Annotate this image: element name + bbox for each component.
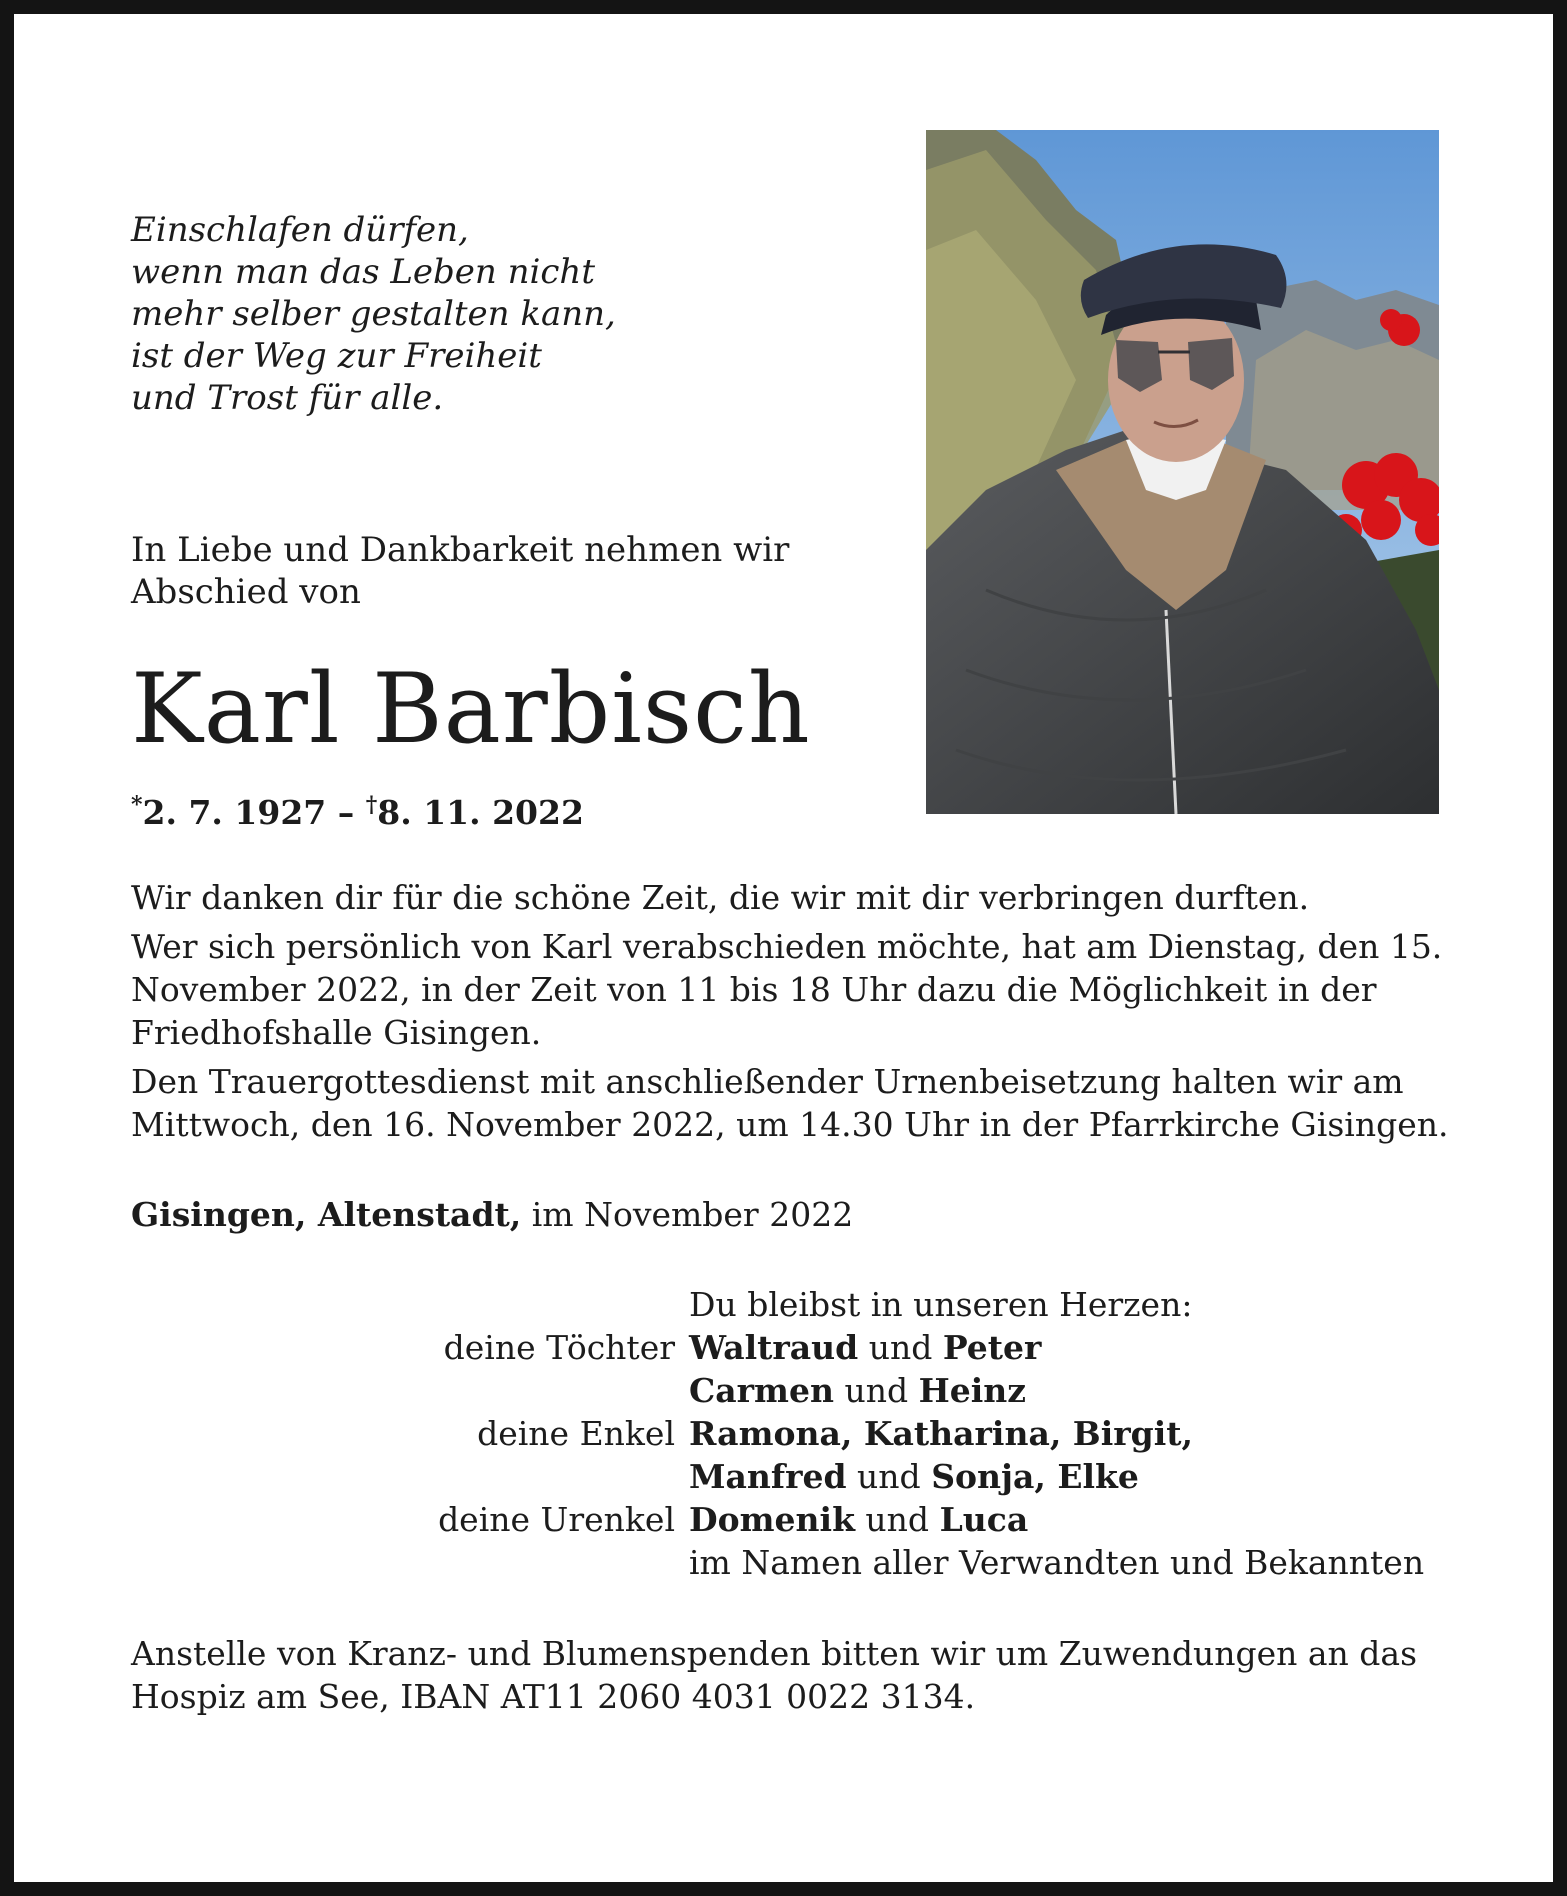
relation-label: deine Töchter — [443, 1328, 675, 1367]
relation-label: deine Enkel — [477, 1414, 675, 1453]
birth-date: 2. 7. 1927 — [142, 793, 327, 832]
donation-note — [131, 1632, 1451, 1718]
poem-line: ist der Weg zur Freiheit — [131, 336, 542, 376]
viewing-paragraph: Wer sich persönlich von Karl verabschieden möchte, hat am Dienstag, den 15. November 2022, in der Zeit von 11 bis 18 Uhr dazu die Möglichkeit in der Friedhofshalle Gisingen. — [131, 927, 1443, 1052]
portrait-photo — [926, 130, 1439, 814]
portrait-illustration — [926, 130, 1439, 814]
intro-text — [131, 529, 891, 613]
deceased-name: Karl Barbisch — [131, 653, 811, 765]
family-closing: im Namen aller Verwandten und Bekannten — [689, 1543, 1425, 1582]
service-paragraph: Den Trauergottesdienst mit anschließender Urnenbeisetzung halten wir am Mittwoch, den 16. November 2022, um 14.30 Uhr in der Pfarrkirche Gisingen. — [131, 1062, 1449, 1144]
family-row: Carmen und Heinz — [689, 1371, 1027, 1410]
family-row: deine Urenkel Domenik und Luca — [131, 1498, 1451, 1541]
place-date — [131, 1193, 853, 1236]
birth-symbol: * — [131, 792, 143, 818]
donation-line: Anstelle von Kranz- und Blumenspenden bitten wir um Zuwendungen an das — [131, 1634, 1418, 1673]
date-separator: – — [326, 793, 366, 832]
intro-line: Abschied von — [131, 572, 361, 612]
family-member: Waltraud — [689, 1328, 859, 1367]
poem-line: Einschlafen dürfen, — [131, 210, 469, 250]
family-row — [131, 1541, 1451, 1584]
family-member: Manfred — [689, 1457, 847, 1496]
poem-line: mehr selber gestalten kann, — [131, 294, 616, 334]
death-symbol: † — [365, 792, 378, 818]
place-names: Gisingen, Altenstadt, — [131, 1195, 522, 1234]
life-dates — [131, 792, 584, 832]
family-row: deine Töchter Waltraud und Peter — [131, 1326, 1451, 1369]
message-body — [131, 876, 1451, 1152]
family-heading-row — [131, 1283, 1451, 1326]
family-row: Manfred und Sonja, Elke — [689, 1457, 1139, 1496]
family-list — [131, 1283, 1451, 1584]
family-member: Domenik — [689, 1500, 855, 1539]
family-member: Ramona, Katharina, Birgit, — [689, 1414, 1193, 1453]
family-row — [131, 1412, 1451, 1455]
place-month: im November 2022 — [521, 1195, 854, 1234]
family-member: Sonja, Elke — [931, 1457, 1139, 1496]
intro-line: In Liebe und Dankbarkeit nehmen wir — [131, 530, 790, 570]
relation-label: deine Urenkel — [438, 1500, 675, 1539]
family-heading: Du bleibst in unseren Herzen: — [689, 1285, 1193, 1324]
poem-line: wenn man das Leben nicht — [131, 252, 595, 292]
thanks-paragraph: Wir danken dir für die schöne Zeit, die wir mit dir verbringen durften. — [131, 878, 1310, 917]
family-member: Luca — [939, 1500, 1029, 1539]
family-member: Carmen — [689, 1371, 834, 1410]
donation-line: Hospiz am See, IBAN AT11 2060 4031 0022 3134. — [131, 1677, 976, 1716]
death-date: 8. 11. 2022 — [377, 793, 584, 832]
poem-line: und Trost für alle. — [131, 378, 444, 418]
family-member: Peter — [942, 1328, 1042, 1367]
poem — [131, 209, 691, 419]
family-member: Heinz — [918, 1371, 1027, 1410]
